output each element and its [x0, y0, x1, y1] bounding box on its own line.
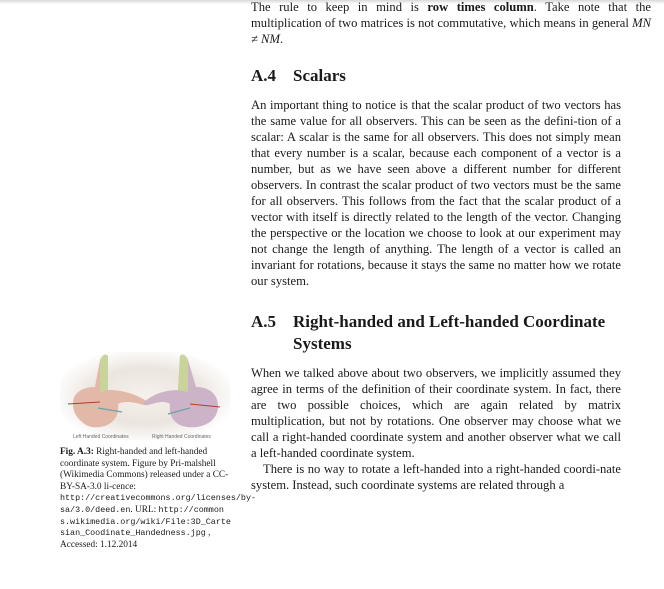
scalars-paragraph: An important thing to notice is that the scalar product of two vectors has the same value for all observers. This can be seen as the defini-tion of a scalar: A scalar is the same for all observers. This does not simply mean that every number is a scalar, because each component of a vector is a number, but as we have seen above a different number for different observers. In contrast the scalar product of two vectors must be the same for all observers. This follows from the fact that the scalar product of a vector with itself is directly related to the length of the vector. Changing the perspective or the location we choose to look at our experiment may not change the length of anything. The length of a vector is called an invariant for rotations, because it stays the same no matter how we rotate our system.	[251, 98, 621, 288]
section-title-line1: Right-handed and Left-handed Coordinate	[293, 312, 606, 331]
section-title: Scalars	[293, 66, 346, 85]
accessed-date: , Accessed: 1.12.2014	[60, 528, 211, 550]
left-hand-icon	[68, 355, 148, 428]
intro-text: .	[279, 32, 284, 46]
section-number: A.5	[251, 312, 277, 331]
intro-text: . Take note that the	[533, 0, 651, 14]
section-number: A.4	[251, 66, 277, 85]
handedness-paragraph-2: There is no way to rotate a left-handed into a right-handed coordi-nate system. Instead, such coordinate systems are related through a	[251, 462, 621, 492]
math-inequality: MN ≠ NM	[251, 16, 651, 46]
caption-label: Fig. A.3:	[60, 447, 94, 457]
caption-text: . URL:	[130, 504, 159, 515]
right-hand-icon	[144, 355, 220, 428]
hands-illustration	[60, 352, 230, 440]
handedness-figure	[60, 352, 230, 440]
section-title-line2: Systems	[293, 334, 352, 353]
right-hand-label: Right Handed Coordinates	[152, 434, 211, 440]
caption-text: Right-handed and left-handed coordinate system. Figure by Pri-malshell (Wikimedia Commons) released under a CC-BY-SA-3.0 li-cence:	[60, 447, 229, 492]
source-link[interactable]: http://commons.wikimedia.org/wiki/File:3D_Cartesian_Coodinate_Handedness.jpg	[60, 504, 231, 539]
row-times-column-bold: row times column	[427, 0, 534, 14]
section-heading-a4	[251, 65, 651, 87]
intro-text: general	[591, 16, 633, 30]
intro-text: multiplication of two matrices is not commutative, which means in	[251, 16, 589, 30]
intro-text: The rule to keep in mind is	[251, 0, 428, 14]
section-heading-a5	[251, 311, 651, 355]
left-hand-label: Left Handed Coordinates	[73, 434, 129, 440]
license-link[interactable]: http://creativecommons.org/licenses/by-sa/3.0/deed.en	[60, 493, 257, 515]
figure-caption	[60, 447, 257, 551]
handedness-paragraph-1: When we talked above about two observers, we implicitly assumed they agree in terms of the definition of their coordinate system. In fact, there are two possible choices, which are again related by matrix multiplication, but not by rotations. One observer may choose what we call a right-handed coordinate system and another observer what we call a left-handed coordinate system.	[251, 366, 621, 460]
intro-paragraph	[251, 0, 651, 47]
